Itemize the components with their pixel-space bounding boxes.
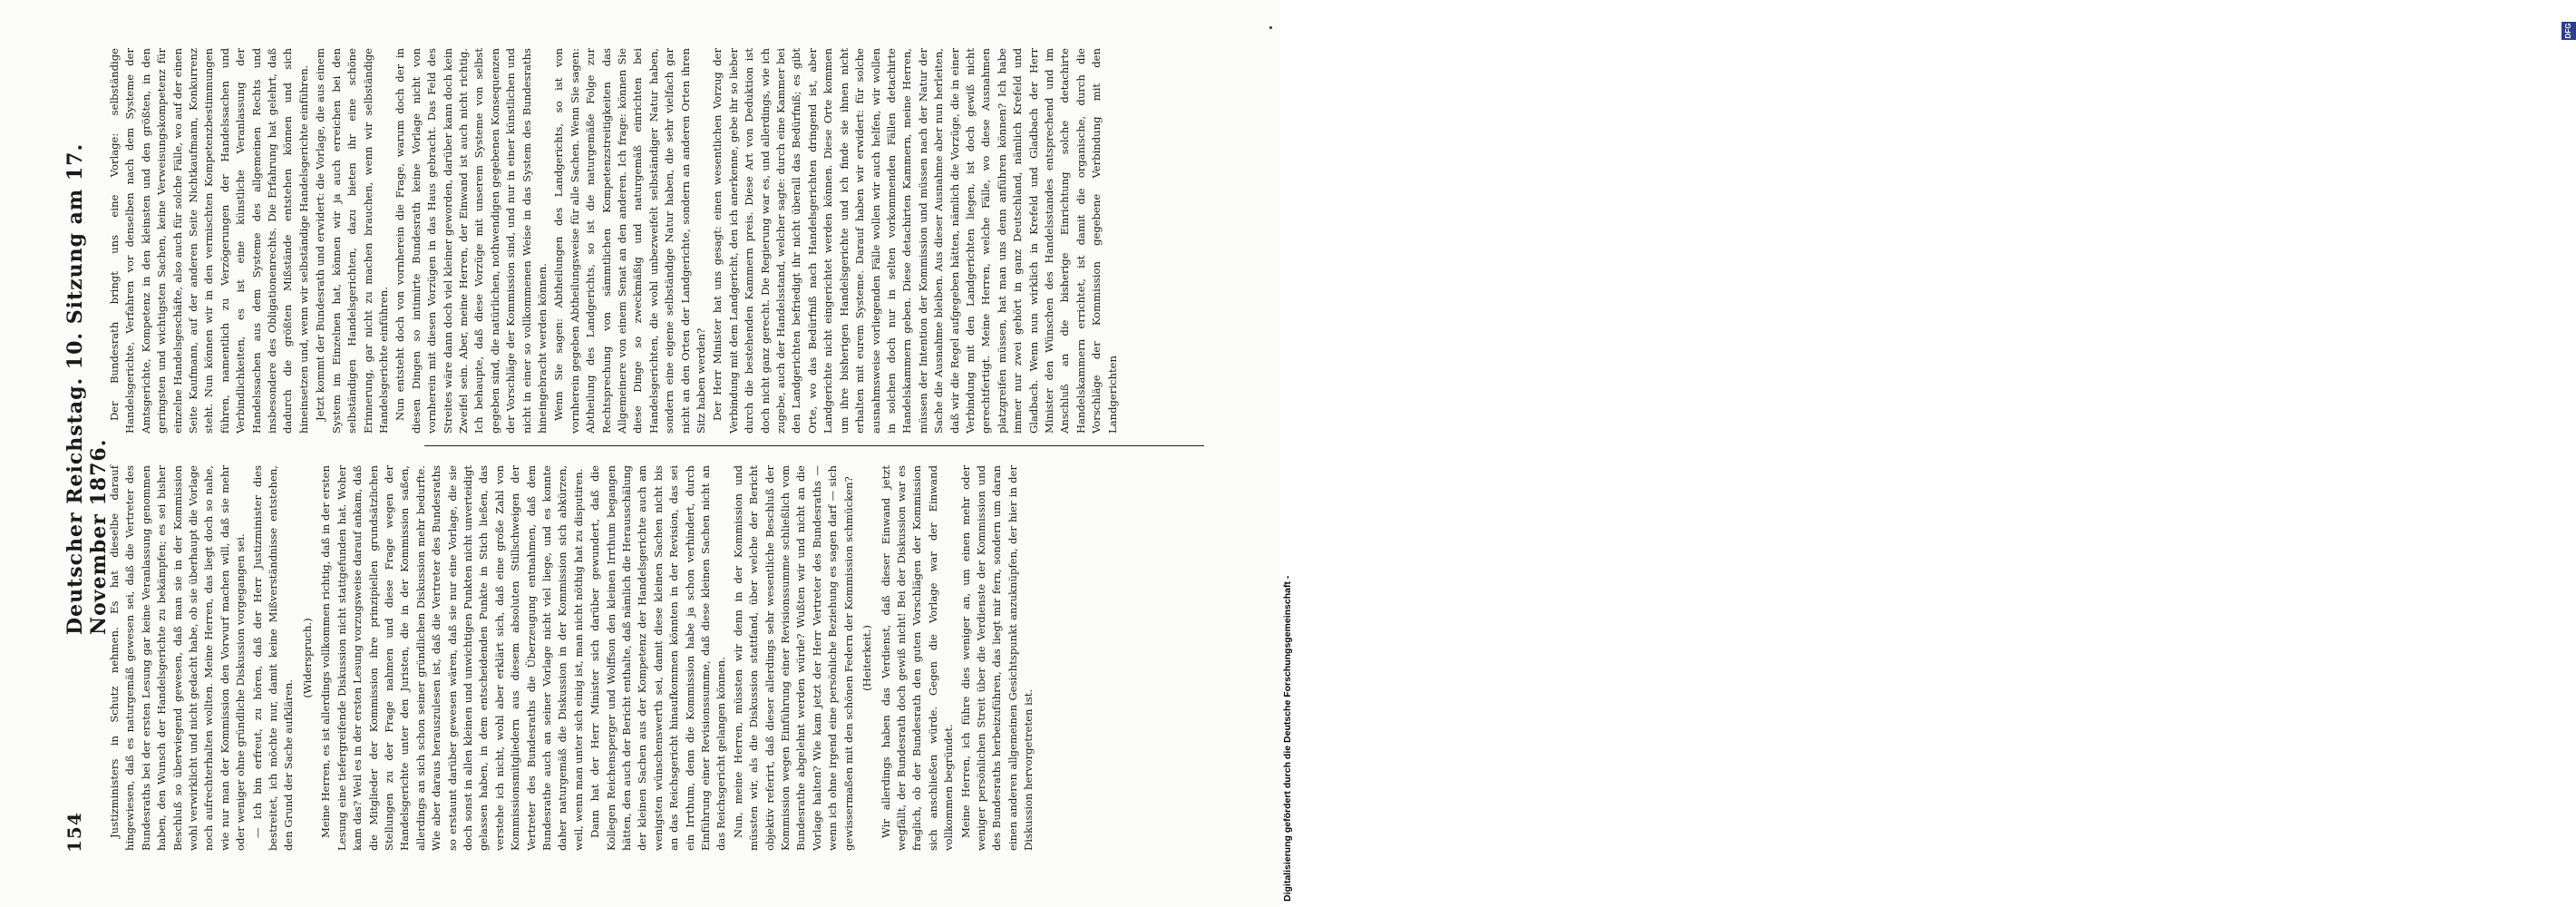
text-column-right (107, 48, 1268, 434)
paragraph: Wenn Sie sagen: Abtheilungen des Landgerichts, so ist von vornherein gegeben Abtheilungsweise für alle Sachen. Wenn Sie sagen: Abtheilung des Landgerichts, so ist die naturgemäße Folge zur Rechtsprechung von sämmtlichen Kompetenzstreitigkeiten das Allgemeinere von einem Senat an den anderen. Ich frage: können Sie diese Dinge so zweckmäßig und naturgemäß einrichten bei Handelsgerichten, die wohl unbezweifelt selbständiger Natur haben, sondern eine eigene selbständige Natur haben, die sehr vielfach gar nicht an den Orten der Landgerichte, sondern an anderen Orten ihren Sitz haben werden? (552, 48, 708, 434)
running-head: Deutscher Reichstag. 10. Sitzung am 17. November 1876. (63, 142, 111, 635)
paragraph: (Widerspruch.) (300, 618, 314, 698)
paragraph: Jetzt kommt der Bundesrath und erwidert: die Vorlage, die aus einem System im Einzelnen hat, können wir ja auch erreichen bei den selbständigen Handelsgerichten, dazu bieten ihr eine schöne Erinnerung, gar nicht zu machen brauchen, wenn wir selbständige Handelsgerichte einführen. (314, 48, 390, 434)
paragraph: Nun entsteht doch von vornherein die Frage, warum doch der in diesen Dingen so intimirte Bundesrath keine Vorlage nicht von vornherein mit diesen Vorzügen in das Haus gebracht. Das Feld des Streites wäre dann doch viel kleiner geworden, darüber kann doch kein Zweifel sein. Aber, meine Herren, der Einwand ist auch nicht richtig. Ich behaupte, daß diese Vorzüge mit unserem Systeme von selbst gegeben sind, die natürlichen, nothwendigen gegebenen Konsequenzen der Vorschläge der Kommission sind, und nur in einer künstlichen und nicht in einer so vollkommenen Weise in das System des Bundesraths hineingebracht werden können. (394, 48, 549, 434)
scan-dot (1269, 26, 1272, 29)
paragraph: — Ich bin erfreut, zu hören, daß der Herr Justizminister dies bestreitet, ich möchte nur, damit keine Mißverständnisse entstehen, den Grund der Sache aufklären. (250, 465, 296, 851)
page-number: 154 (63, 812, 85, 853)
page-header (63, 54, 111, 853)
paragraph: Meine Herren, ich führe dies weniger an, um einen mehr oder weniger persönlichen Streit über die Verdienste der Kommission und des Bundesraths herbeizuführen, das liegt mir fern, sondern um daran einen anderen allgemeinen Gesichtspunkt anzuknüpfen, der hier in der Diskussion hervorgetreten ist. (958, 465, 1035, 851)
paragraph: Justizministers in Schutz nehmen. Es hat dieselbe darauf hingewiesen, daß es naturgemäß gewesen sei, daß die Vertreter des Bundesraths bei der ersten Lesung gar keine Veranlassung genommen haben, den Wunsch der Handelsgerichte zu bekämpfen; es sei bisher Beschluß so überwiegend gewesen, daß man sie in der Kommission wohl verwirklicht und nicht gedacht habe, ob sie überhaupt die Vorlage noch aufrechterhalten wollten. Meine Herren, das liegt doch so nahe, wie nur man der Kommission den Vorwurf machen will, daß sie mehr oder weniger ohne gründliche Diskussion vorgegangen sei. (108, 465, 248, 851)
paragraph: Nun, meine Herren, müssten wir denn in der Kommission und müssten wir, als die Diskussion stattfand, über welche der Bericht objektiv referirt, daß dieser allerdings sehr wesentliche Beschluß der Kommission wegen Einführung einer Revisionssumme schließlich vom Bundesrathe abgelehnt werden würde? Wußten wir und nicht an die Vorlage halten? Wie kam jetzt der Herr Vertreter des Bundesraths — wenn ich ohne irgend eine persönliche Beziehung es sagen darf — sich gewissermaßen mit den schönen Federn der Kommission schmücken? (731, 465, 855, 851)
paragraph: Wir allerdings haben das Verdienst, daß dieser Einwand jetzt wegfällt, der Bundesrath doch gewiß nicht! Bei der Diskussion war es fraglich, ob der Bundesrath den guten Vorschlägen der Kommission sich anschließen würde. Gegen die Vorlage war der Einwand vollkommen begründet. (879, 465, 956, 851)
footer-credit: Digitalisierung gefördert durch die Deutsche Forschungsgemeinschaft - (1282, 575, 1293, 902)
text-column-left (107, 465, 1035, 851)
dfg-logo: DFG (2561, 22, 2576, 40)
column-divider (424, 445, 1204, 446)
paragraph: Meine Herren, es ist allerdings vollkommen richtig, daß in der ersten Lesung eine tiefergreifende Diskussion nicht stattgefunden hat. Woher kam das? Weil es in der ersten Lesung vorzugsweise darauf ankam, daß die Mitglieder der Kommission ihre prinzipiellen grundsätzlichen Stellungen zu der Frage nahmen und diese Frage wegen der Handelsgerichte unter den Juristen, die in der Kommission saßen, allerdings an sich schon seiner gründlichen Diskussion mehr bedurfte. Wie aber daraus herauszulesen ist, daß die Vertreter des Bundesraths so erstaunt darüber gewesen wären, daß sie nur eine Vorlage, die sie doch sonst in allen kleinen und unwichtigen Punkten nicht unverteidigt gelassen haben, in dem entscheidenden Punkte in Stich ließen, das verstehe ich nicht, wohl aber erklärt sich, daß eine große Zahl von Kommissionsmitgliedern aus diesem absoluten Stillschweigen der Vertreter des Bundesraths die Überzeugung entnahmen, daß dem Bundesrathe auch an seiner Vorlage nicht viel liege, und es konnte daher naturgemäß die Diskussion in der Kommission sich abkürzen, weil, wenn man unter sich einig ist, man nicht nöthig hat zu disputiren. (319, 465, 585, 851)
paragraph: Der Herr Minister hat uns gesagt: einen wesentlichen Vorzug der Verbindung mit dem Landgericht, den ich anerkenne, gebe ihr so lieber durch die bestehenden Kammern preis. Diese Art von Deduktion ist doch nicht ganz gerecht. Die Regierung war es, und allerdings, wie ich zugebe, auch der Handelsstand, welcher sagte: durch eine Kammer bei den Landgerichten befriedigt ihr nicht überall das Bedürfniß; es gibt Orte, wo das Bedürfniß nach Handelsgerichten dringend ist, aber Landgerichte nicht eingerichtet werden können. Diese Orte kommen um ihre bisherigen Handelsgerichte und ich finde sie ihnen nicht erhalten mit eurem Systeme. Darauf haben wir erwidert: für solche ausnahmsweise vorliegenden Fälle wollen wir auch helfen, wir wollen in solchen doch nur in selten vorkommenden Fällen detachirte Handelskammern geben. Diese detachirten Kammern, meine Herren, müssen der Intention der Kommission und müssen nach der Natur der Sache die Ausnahme bleiben. Aus dieser Ausnahme aber nun herleiten, daß wir die Regel aufgegeben hätten, nämlich die Vorzüge, die in einer Verbindung mit den Landgerichten liegen, ist doch gewiß nicht gerechtfertigt. Meine Herren, welche Fälle, wo diese Ausnahmen platzgreifen müssen, hat man uns denn anführen können? Ich habe immer nur zwei gehört in ganz Deutschland, nämlich Krefeld und Gladbach. Wenn nun wirklich in Krefeld und Gladbach der Herr Minister den Wünschen des Handelsstandes entsprechend und im Anschluß an die bisherige Einrichtung solche detachirte Handelskammern errichtet, ist damit die organische, durch die Vorschläge der Kommission gegebene Verbindung mit den Landgerichten (711, 48, 1119, 434)
paragraph: (Heiterkeit.) (860, 625, 874, 691)
digitization-footer (1280, 0, 2572, 907)
paragraph: Dann hat der Herr Minister sich darüber gewundert, daß die Kollegen Reichensperger und Wolffson den kleinen Irrthum begangen hätten, den auch der Bericht enthalte, daß nämlich die Herausschälung der kleinen Sachen aus der Kompetenz der Handelsgerichte auch am wenigsten wünschenswerth sei, damit diese kleinen Sachen nicht bis an das Reichsgericht hinaufkommen könnten in der Revision, das sei ein Irrthum, denn die Kommission habe ja schon verhindert, durch Einführung einer Revisionssumme, daß diese kleinen Sachen nicht an das Reichsgericht gelangen können. (588, 465, 728, 851)
paragraph: Der Bundesrath bringt uns eine Vorlage: selbständige Handelsgerichte, Verfahren vor denselben nach dem Systeme der Amtsgerichte, Kompetenz in den kleinsten und den größten, in den geringsten und wichtigsten Sachen, keine Verweisungskompetenz für einzelne Handelsgeschäfte, also auch für solche Fälle, wo auf der einen Seite Kaufmann, auf der anderen Seite Nichtkaufmann, Konkurrenz steht. Nun können wir in den vermischten Kompetenzbestimmungen führen, namentlich zu Verzögerungen der Handelssachen und Verbindlichkeiten, es ist eine künstliche Veranlassung der Handelssachen aus dem Systeme des allgemeinen Rechts und insbesondere des Obligationenrechts. Die Erfahrung hat gelehrt, daß dadurch die größten Mißstände entstehen können und sich hineinsetzen und, wenn wir selbständige Handelsgerichte einführen. (108, 48, 310, 434)
